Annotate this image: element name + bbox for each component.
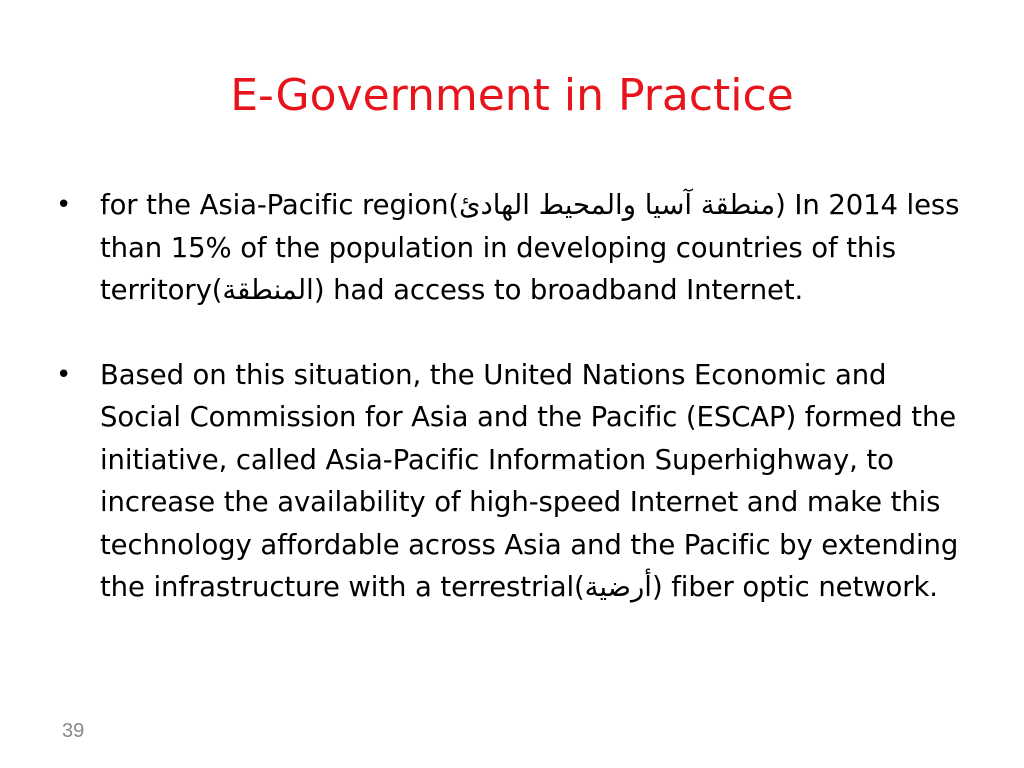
bullet-2-text-1: Based on this situation, the United Nations Economic and Social Commission for Asia and the Pacific (ESCAP) formed the initiative, called Asia-Pacific Information Superhighway, to increase the availability of high-speed Internet and make this technology affordable across Asia and the Pacific by extending the infrastructure with a terrestrial( (100, 358, 959, 603)
bullet-1-text-2: ) In 2014 less than 15% of the population in developing countries of this territory( (100, 189, 960, 306)
bullet-1-text-1: for the Asia-Pacific region( (100, 189, 460, 221)
bullet-dot-icon: • (56, 359, 72, 390)
page-number: 39 (62, 720, 85, 742)
bullet-dot-icon: • (56, 190, 72, 220)
bullet-2-text-2: ) fiber optic network. (651, 571, 938, 603)
bullet-1-arabic-asia-pacific: منطقة آسيا والمحيط الهادئ (459, 189, 776, 221)
bullet-2-arabic-terrestrial: أرضية (584, 571, 652, 603)
bullet-1-text-3: ) had access to broadband Internet. (313, 274, 804, 306)
bullet-1-arabic-territory: المنطقة (222, 274, 314, 306)
bullet-list (56, 184, 966, 609)
bullet-item-1 (56, 184, 966, 312)
slide-title: E-Government in Practice (230, 70, 794, 121)
bullet-item-2 (56, 354, 966, 609)
